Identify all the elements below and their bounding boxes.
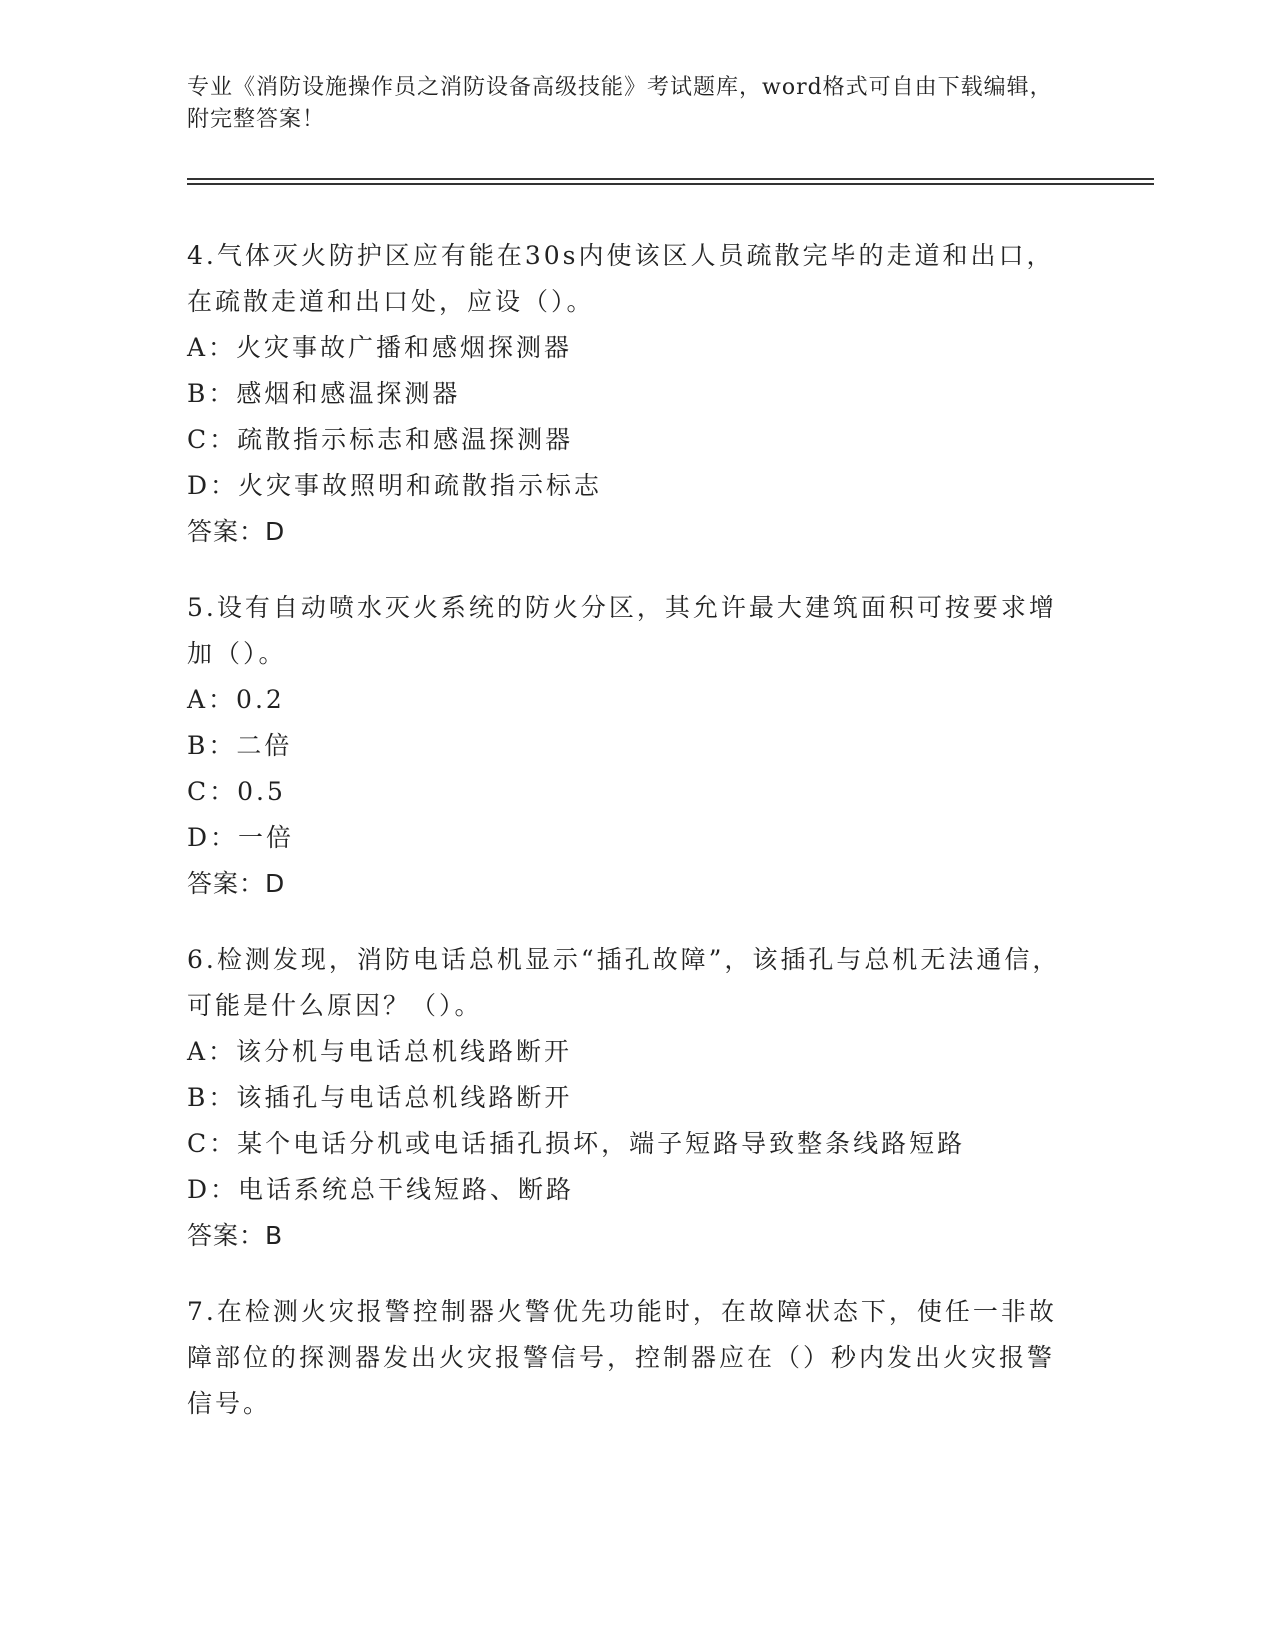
answer-line: 答案：D xyxy=(187,869,286,898)
option-a: A：火灾事故广播和感烟探测器 xyxy=(187,333,573,362)
option-a: A：0.2 xyxy=(187,685,285,714)
option-a: A：该分机与电话总机线路断开 xyxy=(187,1037,573,1066)
question-stem: 4.气体灭火防护区应有能在30s内使该区人员疏散完毕的走道和出口，在疏散走道和出口处，应设（）。 xyxy=(187,241,1055,316)
option-d: D：火灾事故照明和疏散指示标志 xyxy=(187,471,603,500)
option-b: B：该插孔与电话总机线路断开 xyxy=(187,1083,573,1112)
option-b: B：二倍 xyxy=(187,731,293,760)
document-header: 专业《消防设施操作员之消防设备高级技能》考试题库，word格式可自由下载编辑，附完整答案！ xyxy=(187,75,1053,132)
answer-line: 答案：D xyxy=(187,517,286,546)
header-divider-bottom xyxy=(187,183,1154,185)
question-5 xyxy=(187,585,1067,907)
option-d: D：一倍 xyxy=(187,823,295,852)
option-c: C：某个电话分机或电话插孔损坏，端子短路导致整条线路短路 xyxy=(187,1129,966,1158)
question-list xyxy=(187,233,1067,1457)
question-stem: 5.设有自动喷水灭火系统的防火分区，其允许最大建筑面积可按要求增加（）。 xyxy=(187,593,1057,668)
option-b: B：感烟和感温探测器 xyxy=(187,379,461,408)
option-d: D：电话系统总干线短路、断路 xyxy=(187,1175,575,1204)
question-stem: 7.在检测火灾报警控制器火警优先功能时，在故障状态下，使任一非故障部位的探测器发出火灾报警信号，控制器应在（）秒内发出火灾报警信号。 xyxy=(187,1297,1057,1418)
question-stem: 6.检测发现，消防电话总机显示“插孔故障”，该插孔与总机无法通信，可能是什么原因？（）。 xyxy=(187,945,1061,1020)
option-c: C：疏散指示标志和感温探测器 xyxy=(187,425,574,454)
option-c: C：0.5 xyxy=(187,777,286,806)
answer-line: 答案：B xyxy=(187,1221,284,1250)
header-divider-top xyxy=(187,178,1154,180)
question-7 xyxy=(187,1289,1067,1427)
question-6 xyxy=(187,937,1067,1259)
question-4 xyxy=(187,233,1067,555)
